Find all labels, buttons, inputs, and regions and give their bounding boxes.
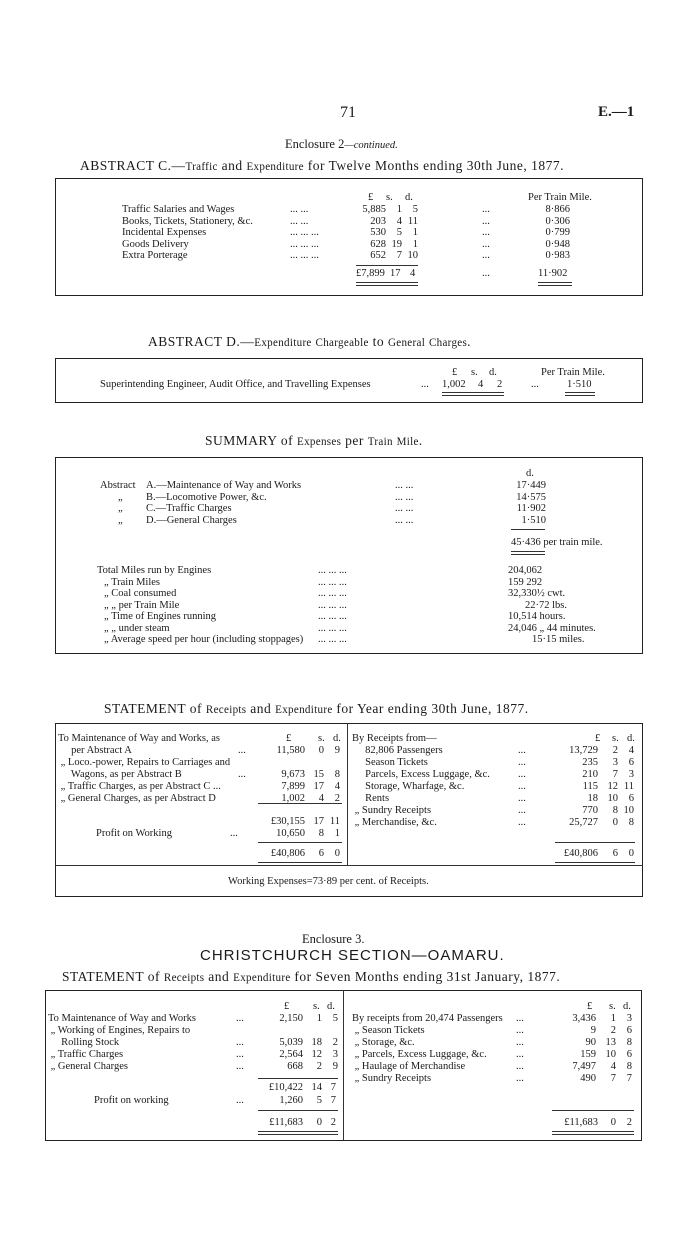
st2-right-total-l: £11,683: [564, 1117, 598, 1128]
summary-abstract-value: 17·449: [516, 480, 546, 491]
st2-right-d: 8: [626, 1061, 632, 1072]
st2-right-d: 8: [626, 1037, 632, 1048]
abstract-c-row-ptm: 0·948: [545, 238, 570, 250]
st2-profit-dots: ...: [236, 1095, 244, 1106]
abstract-c-header-l: £: [368, 192, 374, 203]
abstract-c-row-dots2: ...: [482, 250, 490, 261]
summary-miles-dots: ... ... ...: [318, 588, 347, 599]
st1-right-l: 25,727: [569, 817, 598, 828]
st1-left-l: 9,673: [281, 769, 305, 780]
st2-right-text: „ Haulage of Merchandise: [352, 1061, 466, 1072]
abstract-c-header-d: d.: [405, 192, 413, 203]
summary-miles-value: 32,330½ cwt.: [508, 588, 566, 599]
summary-miles-dots: ... ... ...: [318, 634, 347, 645]
st1-right-s: 7: [612, 769, 618, 780]
st1-left-l: 1,002: [281, 793, 305, 804]
st2-left-total-l: £11,683: [269, 1117, 303, 1128]
abstract-c-header-s: s.: [386, 192, 393, 203]
st2-right-d: 6: [626, 1049, 632, 1060]
st2-right-dots: ...: [516, 1025, 524, 1036]
st1-right-text: By Receipts from—: [352, 733, 437, 744]
summary-abstract-prefix: Abstract: [100, 480, 136, 491]
abstract-c-row-s: 4: [396, 215, 402, 227]
abstract-c-total-d: 4: [410, 268, 416, 279]
st2-left-s: 1: [316, 1013, 322, 1024]
summary-miles-dots: ... ... ...: [318, 565, 347, 576]
continued-label: —continued.: [344, 140, 398, 151]
summary-abstract-label: B.—Locomotive Power, &c.: [146, 491, 267, 503]
st1-right-d: 11: [623, 781, 634, 792]
abstract-d-dots: ...: [421, 379, 429, 390]
abstract-c-row-d: 1: [412, 227, 418, 238]
st1-left-l: 7,899: [281, 781, 305, 792]
summary-miles-value: 10,514 hours.: [508, 611, 566, 622]
st1-left-total-s: 6: [318, 848, 324, 859]
st2-left-l: 5,039: [279, 1037, 303, 1048]
summary-abstract-dots: ... ...: [395, 491, 414, 503]
st1-right-s: 8: [612, 805, 618, 816]
abstract-c-row-dots2: ...: [482, 204, 490, 215]
st1-left-header-s: s.: [318, 733, 325, 744]
st1-left-subtotal-s: 17: [313, 816, 324, 827]
abstract-c-row-label: Goods Delivery: [122, 238, 189, 250]
summary-miles-dots: ... ... ...: [318, 599, 347, 611]
st1-right-text: Season Tickets: [352, 757, 428, 768]
abstract-d-header-l: £: [452, 367, 458, 378]
summary-miles-label: „ Average speed per hour (including stoppages): [104, 634, 304, 645]
st2-left-d: 5: [332, 1013, 338, 1024]
abstract-c-row-dots: ... ... ...: [290, 250, 319, 261]
st1-right-l: 210: [582, 769, 598, 780]
abstract-d-title: ABSTRACT D.—Expenditure Chargeable to General Charges.: [148, 334, 471, 349]
st2-left-header-l: £: [284, 1001, 290, 1012]
st1-left-total-d: 0: [334, 848, 340, 859]
summary-abstract-label: A.—Maintenance of Way and Works: [146, 480, 302, 491]
st2-right-l: 7,497: [572, 1061, 596, 1072]
abstract-d-header-d: d.: [489, 367, 497, 378]
st2-right-s: 2: [610, 1025, 616, 1036]
abstract-c-row-dots: ... ...: [290, 215, 309, 227]
abstract-c-row-d: 10: [407, 250, 418, 261]
summary-abstract-value: 11·902: [516, 503, 546, 514]
st1-left-subtotal-d: 11: [329, 816, 340, 827]
st2-left-text: „ General Charges: [48, 1061, 128, 1072]
st2-profit-s: 5: [316, 1095, 322, 1106]
st1-right-s: 12: [607, 781, 618, 792]
summary-abstract-dots: ... ...: [395, 480, 414, 491]
st2-left-l: 2,564: [279, 1049, 303, 1060]
st1-right-text: Rents: [352, 793, 390, 804]
st2-left-subtotal-l: £10,422: [268, 1082, 303, 1093]
st1-profit-l: 10,650: [276, 828, 305, 839]
statement-1-title: STATEMENT of Receipts and Expenditure for Year ending 30th June, 1877.: [104, 701, 529, 716]
st2-right-l: 159: [580, 1049, 596, 1060]
st2-right-s: 4: [610, 1061, 616, 1072]
st1-left-dots: ...: [238, 745, 246, 756]
abstract-c-row-l: 628: [370, 238, 386, 250]
st1-right-dots: ...: [518, 781, 526, 792]
st1-right-dots: ...: [518, 745, 526, 756]
st2-right-dots: ...: [516, 1013, 524, 1024]
abstract-c-row-l: 530: [370, 227, 386, 238]
st1-profit-s: 8: [318, 828, 324, 839]
st2-left-d: 2: [332, 1037, 338, 1048]
st1-profit-d: 1: [334, 828, 340, 839]
abstract-c-row-s: 19: [391, 238, 402, 250]
st1-right-total-l: £40,806: [563, 848, 598, 859]
summary-miles-value: 204,062: [508, 565, 543, 576]
st2-right-text: „ Season Tickets: [352, 1025, 425, 1036]
summary-abstract-prefix: „: [118, 503, 123, 514]
abstract-c-row-dots: ... ... ...: [290, 238, 319, 250]
abstract-d-label: Superintending Engineer, Audit Office, and Travelling Expenses: [100, 379, 371, 390]
st1-right-l: 18: [587, 793, 598, 804]
st2-left-header-s: s.: [313, 1001, 320, 1012]
summary-abstract-value: 1·510: [521, 514, 546, 526]
summary-title: SUMMARY of Expenses per Train Mile.: [205, 433, 423, 448]
abstract-c-row-label: Extra Porterage: [122, 250, 188, 261]
st2-left-dots: ...: [236, 1061, 244, 1072]
page-number: 71: [340, 104, 356, 121]
abstract-c-row-s: 7: [396, 250, 402, 261]
abstract-c-row-label: Traffic Salaries and Wages: [122, 204, 235, 215]
working-expenses: Working Expenses=73·89 per cent. of Receipts.: [228, 876, 429, 887]
st1-left-s: 15: [313, 769, 324, 780]
st2-left-s: 18: [311, 1037, 322, 1048]
st1-profit-dots: ...: [230, 828, 238, 839]
st2-right-text: „ Storage, &c.: [352, 1037, 415, 1048]
summary-miles-label: Total Miles run by Engines: [97, 565, 212, 576]
st2-left-text: „ Working of Engines, Repairs to: [48, 1025, 191, 1036]
st2-right-dots: ...: [516, 1049, 524, 1060]
summary-miles-dots: ... ... ...: [318, 622, 347, 634]
st1-left-dots: ...: [238, 769, 246, 780]
st1-right-dots: ...: [518, 793, 526, 804]
st2-left-s: 2: [316, 1061, 322, 1072]
st1-left-d: 4: [334, 781, 340, 792]
abstract-c-row-label: Incidental Expenses: [122, 227, 207, 238]
st2-left-dots: ...: [236, 1013, 244, 1024]
st2-left-total-s: 0: [316, 1117, 322, 1128]
abstract-c-header-ptm: Per Train Mile.: [528, 192, 592, 203]
summary-miles-label: „ Coal consumed: [104, 588, 177, 599]
st1-left-s: 0: [318, 745, 324, 756]
st2-left-text: „ Traffic Charges: [48, 1049, 124, 1060]
st1-left-text: „ General Charges, as per Abstract D: [58, 793, 216, 804]
summary-abstract-value: 14·575: [516, 491, 546, 503]
st2-left-l: 2,150: [279, 1013, 303, 1024]
st1-left-subtotal-l: £30,155: [270, 816, 305, 827]
st2-right-dots: ...: [516, 1073, 524, 1084]
abstract-c-row-l: 652: [370, 250, 386, 261]
st2-left-total-d: 2: [330, 1117, 336, 1128]
st1-right-l: 13,729: [569, 745, 598, 756]
st1-right-s: 0: [612, 817, 618, 828]
abstract-c-row-label: Books, Tickets, Stationery, &c.: [122, 215, 253, 227]
st2-left-text: To Maintenance of Way and Works: [48, 1013, 196, 1024]
st1-right-d: 3: [628, 769, 634, 780]
st2-right-d: 7: [626, 1073, 632, 1084]
st1-right-total-s: 6: [612, 848, 618, 859]
st1-left-text: To Maintenance of Way and Works, as: [58, 733, 220, 744]
summary-abstract-label: C.—Traffic Charges: [146, 503, 232, 514]
st2-profit-d: 7: [330, 1095, 336, 1106]
statement-2-title: STATEMENT of Receipts and Expenditure for Seven Months ending 31st January, 1877.: [62, 969, 561, 984]
summary-abstract-dots: ... ...: [395, 503, 414, 514]
st2-right-total-s: 0: [610, 1117, 616, 1128]
abstract-c-row-dots: ... ... ...: [290, 227, 319, 238]
st1-left-d: 9: [334, 745, 340, 756]
summary-miles-dots: ... ... ...: [318, 576, 347, 588]
st2-right-s: 10: [605, 1049, 616, 1060]
st1-right-text: „ Merchandise, &c.: [352, 817, 437, 828]
st1-right-d: 10: [623, 805, 634, 816]
st2-profit-l: 1,260: [279, 1095, 303, 1106]
st1-right-total-d: 0: [628, 848, 634, 859]
enclosure-3-label: Enclosure 3.: [302, 932, 365, 946]
st1-left-text: Wagons, as per Abstract B: [58, 769, 182, 780]
st1-left-total-l: £40,806: [270, 848, 305, 859]
abstract-c-row-ptm: 8·866: [545, 204, 570, 215]
st2-right-header-d: d.: [623, 1001, 631, 1012]
summary-miles-label: „ Time of Engines running: [104, 611, 216, 622]
st2-left-header-d: d.: [327, 1001, 335, 1012]
abstract-c-total-s: 17: [390, 268, 401, 279]
summary-total-suffix: per train mile.: [543, 537, 603, 548]
st1-left-d: 2: [334, 793, 340, 804]
st2-right-l: 90: [585, 1037, 596, 1048]
st1-right-d: 6: [628, 757, 634, 768]
abstract-d-s: 4: [478, 379, 484, 390]
st1-right-text: Storage, Wharfage, &c.: [352, 781, 465, 792]
abstract-c-row-dots2: ...: [482, 238, 490, 250]
summary-total-value: 45·436: [511, 537, 541, 548]
st1-left-s: 4: [318, 793, 324, 804]
abstract-c-total-l: £7,899: [356, 268, 385, 279]
st1-right-l: 770: [582, 805, 598, 816]
st1-profit-label: Profit on Working: [96, 828, 172, 839]
st1-right-dots: ...: [518, 817, 526, 828]
abstract-d-header-s: s.: [471, 367, 478, 378]
st1-right-l: 115: [582, 781, 598, 792]
abstract-c-row-ptm: 0·306: [545, 215, 570, 227]
st2-right-s: 7: [610, 1073, 616, 1084]
st1-right-d: 8: [628, 817, 634, 828]
st1-left-text: per Abstract A: [58, 745, 132, 756]
abstract-c-total-dots: ...: [482, 268, 490, 279]
st1-right-header-l: £: [595, 733, 601, 744]
section-title: CHRISTCHURCH SECTION—OAMARU.: [200, 947, 505, 964]
st1-right-header-d: d.: [627, 733, 635, 744]
abstract-c-title: ABSTRACT C.—Traffic and Expenditure for Twelve Months ending 30th June, 1877.: [80, 158, 565, 173]
summary-abstract-label: D.—General Charges: [146, 514, 237, 526]
summary-miles-label: „ „ per Train Mile: [104, 599, 180, 611]
abstract-c-row-s: 5: [396, 227, 402, 238]
st2-left-dots: ...: [236, 1037, 244, 1048]
st2-left-s: 12: [311, 1049, 322, 1060]
st2-left-l: 668: [287, 1061, 303, 1072]
st1-right-dots: ...: [518, 757, 526, 768]
st2-right-d: 6: [626, 1025, 632, 1036]
abstract-d-dots2: ...: [531, 379, 539, 390]
abstract-c-row-ptm: 0·799: [545, 227, 570, 238]
summary-abstract-prefix: „: [118, 491, 123, 503]
st1-right-s: 2: [612, 745, 618, 756]
abstract-c-row-d: 1: [412, 238, 418, 250]
st1-right-text: Parcels, Excess Luggage, &c.: [352, 769, 490, 780]
enclosure-label: Enclosure 2: [285, 137, 345, 151]
abstract-d-ptm: 1·510: [567, 379, 592, 390]
st2-left-dots: ...: [236, 1049, 244, 1060]
summary-miles-value: 22·72 lbs.: [525, 599, 567, 611]
series-number: E.—1: [598, 104, 635, 120]
st1-left-d: 8: [334, 769, 340, 780]
abstract-c-row-l: 203: [370, 215, 386, 227]
st1-right-d: 4: [628, 745, 634, 756]
st2-right-d: 3: [626, 1013, 632, 1024]
st2-right-l: 490: [580, 1073, 596, 1084]
st2-right-s: 1: [610, 1013, 616, 1024]
st1-left-header-l: £: [286, 733, 292, 744]
summary-miles-dots: ... ... ...: [318, 611, 347, 622]
abstract-d-l: 1,002: [442, 379, 466, 390]
st2-left-d: 9: [332, 1061, 338, 1072]
summary-abstract-prefix: „: [118, 514, 123, 526]
st2-right-text: By receipts from 20,474 Passengers: [352, 1013, 503, 1024]
summary-miles-value: 24,046 „ 44 minutes.: [508, 622, 596, 634]
st1-left-text: „ Traffic Charges, as per Abstract C ...: [58, 781, 221, 792]
st1-right-s: 10: [607, 793, 618, 804]
st1-right-l: 235: [582, 757, 598, 768]
st2-right-s: 13: [605, 1037, 616, 1048]
st2-profit-label: Profit on working: [94, 1095, 169, 1106]
st2-right-header-s: s.: [609, 1001, 616, 1012]
st2-right-dots: ...: [516, 1061, 524, 1072]
abstract-c-row-d: 5: [412, 204, 418, 215]
st1-right-text: 82,806 Passengers: [352, 745, 443, 756]
abstract-c-row-ptm: 0·983: [545, 250, 570, 261]
st2-left-d: 3: [332, 1049, 338, 1060]
st1-right-dots: ...: [518, 769, 526, 780]
abstract-c-row-dots2: ...: [482, 215, 490, 227]
st1-left-l: 11,580: [276, 745, 305, 756]
st2-right-text: „ Sundry Receipts: [352, 1073, 432, 1084]
summary-total: [511, 537, 603, 549]
st1-left-s: 17: [313, 781, 324, 792]
summary-miles-label: „ „ under steam: [104, 622, 170, 634]
st2-left-text: Rolling Stock: [48, 1037, 120, 1048]
st1-left-header-d: d.: [333, 733, 341, 744]
summary-miles-label: „ Train Miles: [104, 576, 161, 588]
st1-right-dots: ...: [518, 805, 526, 816]
abstract-c-row-dots: ... ...: [290, 204, 309, 215]
st1-right-text: „ Sundry Receipts: [352, 805, 432, 816]
abstract-c-row-dots2: ...: [482, 227, 490, 238]
abstract-d-header-ptm: Per Train Mile.: [541, 367, 605, 378]
st2-right-dots: ...: [516, 1037, 524, 1048]
st2-left-subtotal-s: 14: [311, 1082, 322, 1093]
summary-abstract-dots: ... ...: [395, 514, 414, 526]
st2-right-l: 9: [590, 1025, 596, 1036]
abstract-c-row-l: 5,885: [362, 204, 386, 215]
abstract-c-row-d: 11: [407, 215, 418, 227]
summary-miles-value: 15·15 miles.: [532, 634, 585, 645]
abstract-c-row-s: 1: [396, 204, 402, 215]
st1-right-s: 3: [612, 757, 618, 768]
summary-miles-value: 159 292: [508, 576, 543, 588]
st2-right-header-l: £: [587, 1001, 593, 1012]
st2-right-l: 3,436: [572, 1013, 596, 1024]
st2-right-text: „ Parcels, Excess Luggage, &c.: [352, 1049, 487, 1060]
abstract-d-d: 2: [497, 379, 503, 390]
st1-right-d: 6: [628, 793, 634, 804]
st2-left-subtotal-d: 7: [330, 1082, 336, 1093]
st2-right-total-d: 2: [626, 1117, 632, 1128]
enclosure-continued: [285, 137, 398, 152]
abstract-c-total-ptm: 11·902: [538, 268, 568, 279]
st1-left-text: „ Loco.-power, Repairs to Carriages and: [58, 757, 231, 768]
summary-header-d: d.: [526, 468, 534, 479]
st1-right-header-s: s.: [612, 733, 619, 744]
